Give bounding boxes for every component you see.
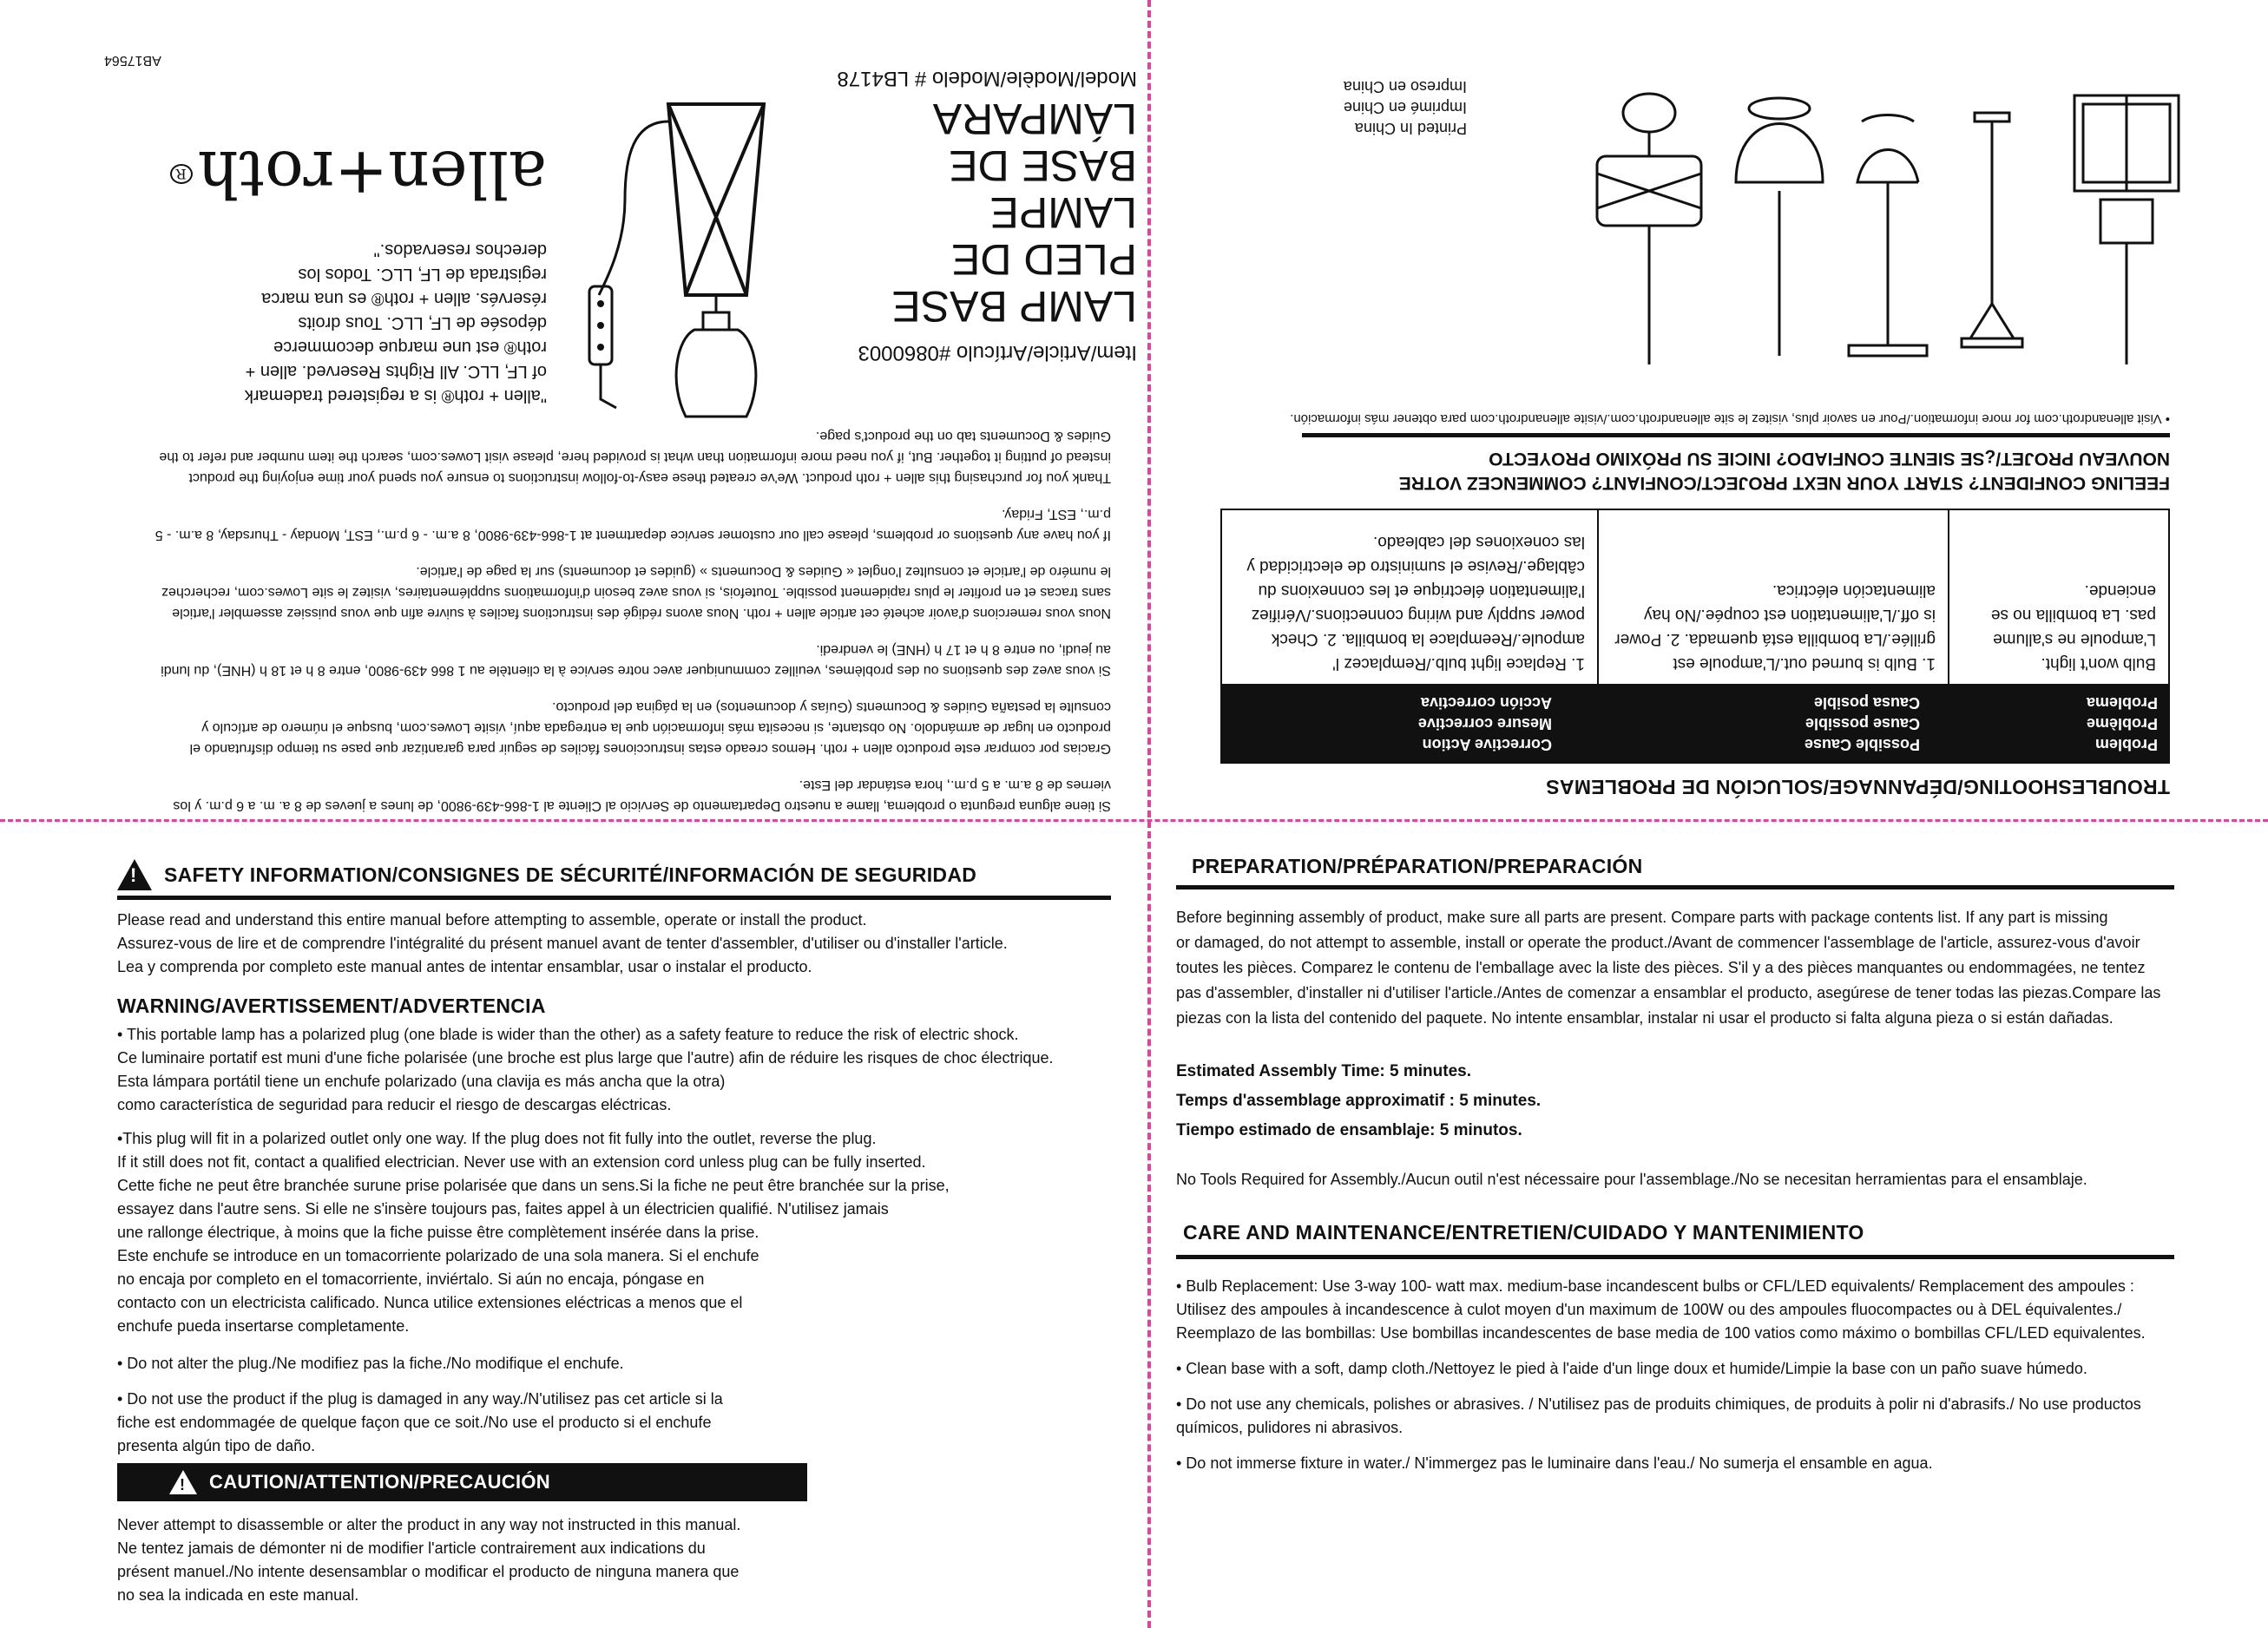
printed-in-es: Impreso en China	[1343, 78, 1467, 95]
printed-in-en: Printed In China	[1354, 120, 1467, 137]
warning-1-line: Esta lámpara portátil tiene un enchufe polarizado (una clavija es más ancha que la otra)	[117, 1073, 726, 1090]
model-number: Model/Modèle/Modelo # LB4178	[837, 67, 1137, 90]
next-project-block	[1224, 411, 2170, 495]
preparation-line: toutes les pièces. Comparez le contenu de l'emballage avec la liste des pièces. S'il y a des pièces manquantes ou endommagées, ne tentez	[1176, 959, 2146, 976]
preparation-line: piezas con la lista del contenido del paquete. No intente ensamblar, instalar ni usar el producto si falta alguna pieza o si están dañadas.	[1176, 1009, 2114, 1027]
safety-intro-en: Please read and understand this entire manual before attempting to assemble, operate or install the product.	[117, 911, 867, 929]
brand-logo	[175, 136, 547, 211]
preparation-line: Before beginning assembly of product, make sure all parts are present. Compare parts with package contents list. If any part is missing	[1176, 909, 2108, 926]
warning-triangle-icon: !	[117, 859, 152, 890]
caution-line: Ne tentez jamais de démonter ni de modifier l'article contrairement aux indications du	[117, 1539, 706, 1557]
preparation-rule	[1176, 885, 2174, 889]
preparation-title: PREPARATION/PRÉPARATION/PREPARACIÓN	[1192, 855, 1643, 877]
header-problem: Problem Problème Problema	[2086, 694, 2158, 753]
table-body	[1222, 510, 2168, 684]
warning-4-line: • Do not use the product if the plug is damaged in any way./N'utilisez pas cet article si la	[117, 1390, 723, 1408]
warning-2-line: If it still does not fit, contact a qualified electrician. Never use with an extension cord unless plug can be fully inserted.	[117, 1153, 926, 1171]
visit-website: • Visit allenandroth.com for more information./Pour en savoir plus, visitez le site allenandroth.com./visite allenandroth.com para obtener más información.	[1290, 411, 2170, 426]
warning-2-line: une rallonge électrique, à moins que la fiche puisse être complètement insérée dans la prise.	[117, 1224, 759, 1241]
warning-1-line: Ce luminaire portatif est muni d'une fiche polarisée (une broche est plus large que l'autre) afin de réduire les risques de choc électrique.	[117, 1049, 1054, 1067]
warning-4-line: fiche est endommagée de quelque façon que ce soit./No use el producto si el enchufe	[117, 1414, 712, 1431]
warning-2-line: Cette fiche ne peut être branchée surune prise polarisée que dans un sens.Si la fiche ne peut être branchée sur la prise,	[117, 1177, 950, 1194]
lamp-base-illustration	[573, 87, 799, 434]
care-title: CARE AND MAINTENANCE/ENTRETIEN/CUIDADO Y MANTENIMIENTO	[1183, 1221, 1864, 1244]
care-chemicals-line: químicos, pulidores ni abrasivos.	[1176, 1419, 1404, 1436]
safety-header	[117, 859, 1133, 890]
troubleshooting-title: TROUBLESHOOTING/DÉPANNAGE/SOLUCIÓN DE PROBLEMAS	[1545, 776, 2170, 798]
trademark-notice: "allen + roth® is a registered trademark of LF, LLC. All Rights Reserved. allen + roth® est une marque decommerce déposée de LF, LLC. Tous droits réservés. allen + roth® es una marca registrada de LF, LLC. Todos los derechos reservados."	[244, 240, 547, 405]
warning-title: WARNING/AVERTISSEMENT/ADVERTENCIA	[117, 995, 546, 1017]
troubleshooting-table	[1220, 509, 2170, 764]
warning-4-line: presenta algún tipo de daño.	[117, 1437, 316, 1454]
thanks-french: Nous vous remercions d'avoir acheté cet article allen + roth. Nous avons rédigé des instructions faciles à suivre afin que vous puissiez assembler l'article sans tracas et en profiter le plus rapidement possible. Toutefois, si vous avez besoin d'informations supplémentaires, visitez le site Lowes.com, recherchez le numéro de l'article et consultez l'onglet « Guides & Documents » (guides et documents) sur la page de l'article.	[161, 564, 1111, 620]
title-french: PLED DE LAMPE	[951, 188, 1137, 284]
cell-cause: 1. Bulb is burned out./L'ampoule est grillée./La bombilla está quemada. 2. Power is off./L'alimentation est coupée./No hay alimentación eléctrica.	[1598, 510, 1949, 684]
prep-care-panel	[1176, 855, 2252, 1610]
caution-line: Never attempt to disassemble or alter the product in any way not instructed in this manual.	[117, 1516, 741, 1533]
thanks-english: Thank you for purchasing this allen + roth product. We've created these easy-to-follow instructions to ensure you spend your time enjoying the product instead of putting it together. But, if you need more information than what is provided here, please visit Lowes.com, search the item number and refer to the Guides & Documents tab on the product's page.	[159, 429, 1111, 485]
title-english: LAMP BASE	[891, 282, 1137, 331]
customer-service-spanish: Si tiene alguna pregunta o problema, llame a nuestro Departamento de Servicio al Cliente al 1-866-439-9800, de lunes a jueves de 8 a. m. a 6 p.m. y los viernes de 8 a.m. a 5 p.m., hora estándar del Este.	[173, 778, 1111, 813]
header-action: Corrective Action Mesure corrective Acción correctiva	[1417, 694, 1552, 753]
warning-1-line: como característica de seguridad para reducir el riesgo de descargas eléctricas.	[117, 1096, 672, 1113]
warning-2-line: contacto con un electricista calificado. Nunca utilice extensiones eléctricas a menos que el	[117, 1294, 743, 1311]
cover-panel	[95, 52, 1137, 816]
warning-2-line: no encaja por completo en el tomacorriente, inviértalo. Si aún no encaja, póngase en	[117, 1270, 705, 1288]
brand-name: allen+roth	[197, 136, 547, 211]
care-bulb-line: Utilisez des ampoules à incandescence à culot moyen d'un maximum de 100W ou des ampoules fluocompactes ou à DEL équivalentes./	[1176, 1301, 2122, 1318]
registered-mark: R	[170, 164, 193, 184]
safety-panel	[117, 859, 1133, 1605]
vertical-fold-line	[1147, 0, 1151, 1628]
assembly-time-es: Tiempo estimado de ensamblaje: 5 minutos.	[1176, 1121, 1522, 1139]
safety-intro-es: Lea y comprenda por completo este manual antes de intentar ensamblar, usar o instalar el producto.	[117, 958, 812, 975]
assembly-time-fr: Temps d'assemblage approximatif : 5 minutes.	[1176, 1092, 1542, 1110]
table-header-row	[1222, 684, 2168, 762]
product-family-illustration	[1528, 78, 2187, 373]
caution-line: présent manuel./No intente desensamblar o modificar el producto de ninguna manera que	[117, 1563, 740, 1580]
safety-rule	[117, 896, 1111, 900]
warning-2-line: •This plug will fit in a polarized outlet only one way. If the plug does not fit fully into the outlet, reverse the plug.	[117, 1130, 877, 1147]
warning-3: • Do not alter the plug./Ne modifiez pas la fiche./No modifique el enchufe.	[117, 1355, 624, 1372]
care-immerse: • Do not immerse fixture in water./ N'immergez pas le luminaire dans l'eau./ No sumerja el ensamble en agua.	[1176, 1454, 1933, 1472]
customer-service-french: Si vous avez des questions ou des problèmes, veuillez communiquer avec notre service à la clientèle au 1 866 439-9800, entre 8 h et 18 h (HNE), du lundi au jeudi, ou entre 8 h et 17 h (HNE) le vendredi.	[161, 642, 1111, 678]
caution-triangle-icon: !	[169, 1470, 197, 1494]
safety-intro-fr: Assurez-vous de lire et de comprendre l'intégralité du présent manuel avant de tenter d'assembler, d'utiliser ou d'installer l'article.	[117, 935, 1008, 952]
safety-title: SAFETY INFORMATION/CONSIGNES DE SÉCURITÉ/INFORMACIÓN DE SEGURIDAD	[164, 863, 977, 886]
care-bulb-line: Reemplazo de las bombillas: Use bombillas incandescentes de base media de 100 vatios como máximo o bombillas CFL/LED equivalentes.	[1176, 1324, 2146, 1342]
cell-action: 1. Replace light bulb./Remplacez l' ampoule./Reemplace la bombilla. 2. Check power supply and wiring connections./Vérifiez l'alimentation électrique et les connexions du câblage./Revise el suministro de electricidad y las conexiones del cableado.	[1222, 510, 1598, 684]
item-code: AB17564	[104, 53, 161, 68]
horizontal-fold-line	[0, 819, 2268, 822]
cell-problem: Bulb won't light. L'ampoule ne s'allume pas. La bombilla no se enciende.	[1990, 581, 2156, 673]
item-number: Item/Article/Artículo #0860003	[858, 341, 1137, 364]
warning-2-line: enchufe pueda insertarse completamente.	[117, 1317, 410, 1335]
care-bulb-line: • Bulb Replacement: Use 3-way 100- watt max. medium-base incandescent bulbs or CFL/LED equivalents/ Remplacement des ampoules :	[1176, 1277, 2134, 1295]
preparation-line: pas d'assembler, d'installer ni d'utiliser l'article./Antes de comenzar a ensamblar el producto, asegúrese de tener todas las piezas.Compare las	[1176, 984, 2161, 1001]
assembly-time-en: Estimated Assembly Time: 5 minutes.	[1176, 1062, 1472, 1080]
warning-1-line: • This portable lamp has a polarized plug (one blade is wider than the other) as a safety feature to reduce the risk of electric shock.	[117, 1026, 1019, 1043]
warning-2-line: essayez dans l'autre sens. Si elle ne s'insère toujours pas, faites appel à un électricien qualifié. N'utilisez jamais	[117, 1200, 889, 1218]
printed-in	[1344, 76, 1467, 139]
caution-line: no sea la indicada en este manual.	[117, 1586, 359, 1604]
caution-band	[117, 1463, 807, 1501]
printed-in-fr: Imprimé en Chine	[1343, 99, 1467, 116]
table-row	[1222, 510, 2168, 684]
care-clean: • Clean base with a soft, damp cloth./Nettoyez le pied à l'aide d'un linge doux et humide/Limpie la base con un paño suave húmedo.	[1176, 1360, 2087, 1377]
warning-2-line: Este enchufe se introduce en un tomacorriente polarizado de una sola manera. Si el enchufe	[117, 1247, 759, 1264]
care-rule	[1176, 1255, 2174, 1259]
next-project-line-1: FEELING CONFIDENT? START YOUR NEXT PROJECT/CONFIANT? COMMENCEZ VOTRE	[1398, 473, 2170, 493]
customer-service-english: If you have any questions or problems, please call our customer service department at 1-866-439-9800, 8 a.m. - 6 p.m., EST, Monday - Thursday, 8 a.m. - 5 p.m., EST, Friday.	[154, 507, 1111, 542]
preparation-line: or damaged, do not attempt to assemble, install or operate the product./Avant de commencer l'assemblage de l'article, assurez-vous d'avoir	[1176, 934, 2140, 951]
thanks-spanish: Gracias por comprar este producto allen + roth. Hemos creado estas instrucciones fáciles de seguir para garantizar que pase su tiempo disfrutando el producto en lugar de armándolo. No obstante, si necesita más información que la entregada aquí, visite Lowes.com, busque el número de artículo y consulte la pestaña Guides & Documents (Guías y documentos) en la página del producto.	[189, 699, 1111, 756]
no-tools-required: No Tools Required for Assembly./Aucun outil n'est nécessaire pour l'assemblage./No se necesitan herramientas para el ensamblaje.	[1176, 1171, 2087, 1188]
caution-title: CAUTION/ATTENTION/PRECAUCIÓN	[209, 1471, 550, 1493]
care-chemicals-line: • Do not use any chemicals, polishes or abrasives. / N'utilisez pas de produits chimiques, de produits à polir ni d'abrasifs./ No use productos	[1176, 1395, 2141, 1413]
title-spanish: BASE DE LÁMPARA	[932, 95, 1137, 190]
header-cause: Possible Cause Cause possible Causa posible	[1804, 694, 1920, 753]
next-project-line-2: NOUVEAU PROJET/¿SE SIENTE CONFIADO? INICIE SU PRÓXIMO PROYECTO	[1489, 449, 2170, 469]
next-project-rule	[1302, 433, 2170, 437]
back-panel	[1206, 52, 2187, 807]
